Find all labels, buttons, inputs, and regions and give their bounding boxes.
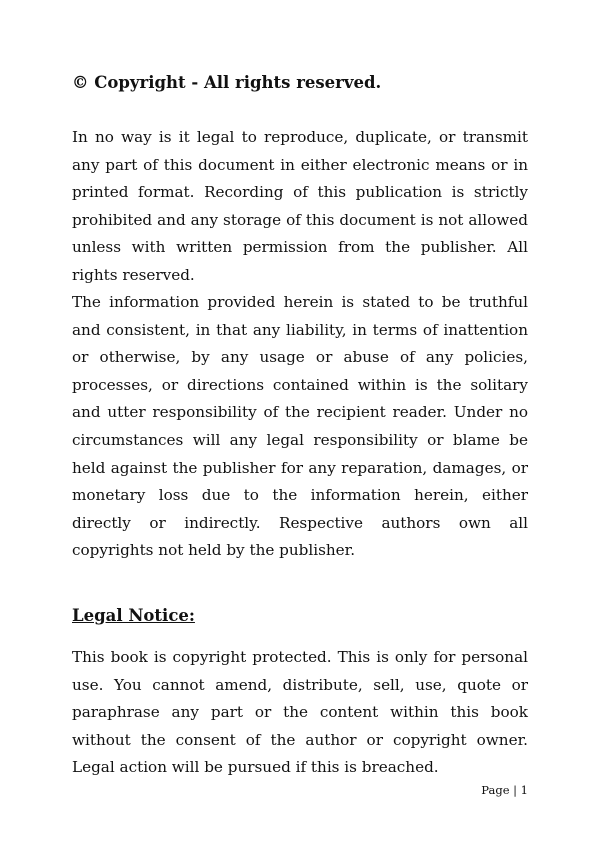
page-number: Page | 1 [481,783,528,797]
copyright-paragraph: In no way is it legal to reproduce, duplicate, or transmit any part of this document in either electronic means or in printed format. Recording of this publication is strictly prohibited and any storage of this document is not allowed unless with written permission from the publisher. All rights reserved. [72,128,528,284]
copyright-heading: © Copyright - All rights reserved. [72,73,382,92]
legal-notice-heading: Legal Notice: [72,606,195,625]
disclaimer-paragraph: The information provided herein is stated to be truthful and consistent, in that any liability, in terms of inattention or otherwise, by any usage or abuse of any policies, processes, or directions contained within is the solitary and utter responsibility of the recipient reader. Under no circumstances will any legal responsibility or blame be held against the publisher for any reparation, damages, or monetary loss due to the information herein, either directly or indirectly. Respective authors own all copyrights not held by the publisher. [72,293,528,560]
legal-notice-paragraph: This book is copyright protected. This is only for personal use. You cannot amend, distribute, sell, use, quote or paraphrase any part or the content within this book without the consent of the author or copyright owner. Legal action will be pursued if this is breached. [72,648,528,777]
